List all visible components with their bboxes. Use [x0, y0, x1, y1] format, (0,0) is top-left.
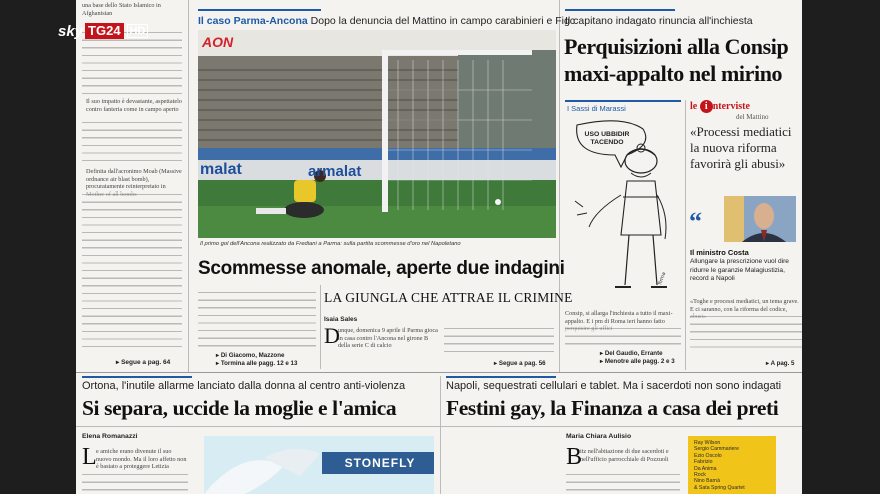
newspaper-page [76, 0, 802, 494]
section-divider [76, 426, 802, 427]
channel-quality: HD [127, 24, 149, 38]
section-divider [76, 372, 802, 373]
event-ad-line: Sergio Cammariere [694, 446, 739, 453]
top-story-text [198, 290, 316, 350]
ortona-kicker: Ortona, l'inutile allarme lanciato dalla donna al centro anti-violenza [82, 380, 406, 392]
top-story-kicker-rest: Dopo la denuncia del Mattino in campo carabinieri e Figc [310, 15, 576, 27]
banner-left: AON [202, 34, 234, 50]
event-ad-line: & Sata Spring Quartet [694, 484, 745, 491]
left-column-para1: Il suo impatto è devastante, aspettatelo contro fanteria come in campo aperto [86, 98, 182, 113]
column-divider [188, 0, 189, 372]
top-story-refs-text: Tormina alle pagg. 12 e 13 [220, 360, 298, 367]
cartoon-rule [565, 100, 681, 102]
interview-name: Il ministro Costa [690, 248, 749, 257]
cartoon [565, 115, 681, 301]
kicker-rule [446, 376, 556, 378]
cartoon-title: I Sassi di Marassi [567, 104, 626, 113]
football-photo [198, 30, 556, 238]
left-column-para2: Definita dall'acronimo Moab (Massive ordnance air blast bomb), procuratamente reinterpretato in [86, 168, 182, 191]
column-body: unque, domenica 9 aprile il Parma gioca in casa contro l'Ancona nel girone B della serie C di calcio [338, 327, 438, 350]
channel-name: TG24 [85, 23, 124, 39]
ortona-text [82, 472, 188, 494]
minister-photo [724, 196, 796, 242]
banner-sponsor-2: armalat [308, 163, 362, 180]
interview-label-sub: del Mattino [736, 113, 769, 121]
ortona-headline: Si separa, uccide la moglie e l'amica [82, 396, 397, 420]
consip-text [565, 326, 681, 348]
consip-byline-text: Del Gaudio, Errante [604, 350, 663, 357]
consip-byline: ▸ Del Gaudio, Errante [600, 350, 663, 357]
event-ad-line: Nino Barnà [694, 478, 720, 485]
festini-text [566, 472, 680, 494]
consip-kicker: Il capitano indagato rinuncia all'inchiesta [565, 15, 753, 27]
event-ad-line: Ezio Oscolo [694, 452, 722, 459]
left-column-footer: ▸ Segue a pag. 64 [116, 359, 171, 366]
left-column-text-block2 [82, 120, 182, 166]
left-column-top: una base dello Stato Islamico in Afghanistan [82, 2, 161, 17]
stonefly-ad [204, 436, 434, 494]
event-ad-line: Ray Wilson [694, 440, 721, 446]
left-column-footer-text: Segue a pag. 64 [121, 359, 171, 366]
column-footer: ▸ Segue a pag. 56 [494, 360, 546, 367]
column-divider [559, 0, 560, 372]
photo-caption: Il primo gol dell'Ancona realizzato da Frediani a Parma: sulla partita scommesse d'oro nel Napoletano [200, 241, 461, 247]
interview-label-prefix: le [690, 100, 698, 112]
top-story-byline-text: Di Giacomo, Mazzone [220, 352, 285, 359]
interview-label [690, 100, 750, 113]
column-author: Isaia Sales [324, 316, 358, 323]
interview-i-icon: i [700, 100, 713, 113]
kicker-rule [198, 9, 321, 11]
top-story-headline: Scommesse anomale, aperte due indagini [198, 258, 565, 279]
interview-footer-text: A pag. 5 [770, 360, 795, 367]
column-dropcap: D [324, 323, 340, 348]
column-divider [320, 285, 321, 369]
column-divider [685, 100, 686, 370]
column-divider [440, 376, 441, 494]
ortona-dropcap: L [82, 444, 97, 470]
top-story-kicker [198, 15, 575, 27]
top-story-byline: ▸ Di Giacomo, Mazzone [216, 352, 285, 359]
top-story-refs: ▸ Tormina alle pagg. 12 e 13 [216, 360, 298, 367]
festini-body: itz nell'abitazione di due sacerdoti e nell'ufficio parrocchiale di Pozzuoli [580, 448, 669, 463]
svg-text:firma: firma [657, 271, 668, 286]
event-ad-line: Rock [694, 472, 706, 479]
interview-footer: ▸ A pag. 5 [766, 360, 795, 367]
column-footer-text: Segue a pag. 56 [498, 360, 546, 367]
ortona-author: Elena Romanazzi [82, 433, 138, 440]
festini-kicker: Napoli, sequestrati cellulari e tablet. Ma i sacerdoti non sono indagati [446, 380, 782, 392]
channel-brand: sky [58, 22, 84, 40]
column-title: LA GIUNGLA CHE ATTRAE IL CRIMINE [324, 290, 573, 305]
interview-text [690, 314, 802, 352]
left-column-text-block3 [82, 192, 182, 352]
consip-refs-text: Menotre alle pagg. 2 e 3 [604, 358, 675, 365]
festini-headline: Festini gay, la Finanza a casa dei preti [446, 396, 779, 420]
interview-body: «Toghe e processi mediatici, un tema grave. E ci saranno, con la riforma del codice, [690, 298, 799, 313]
event-ad-line: Da Anima [694, 465, 717, 472]
ad-brand: STONEFLY [322, 452, 434, 474]
event-ad-line: Fabrizio [694, 459, 713, 466]
event-ad-lines [694, 440, 774, 491]
ortona-body: e amiche erano divenute il suo nuovo mondo. Ma il loro affetto non è bastato a proteggere Letizia [96, 448, 187, 471]
top-story-kicker-label: Il caso Parma-Ancona [198, 15, 308, 27]
kicker-rule [565, 9, 675, 11]
banner-sponsor: malat [200, 161, 242, 178]
festini-author: Maria Chiara Aulisio [566, 433, 632, 440]
consip-refs: ▸ Menotre alle pagg. 2 e 3 [600, 358, 675, 365]
cartoon-bubble: USO UBBIDIR TACENDO [584, 131, 630, 146]
quote-mark-icon: “ [689, 207, 702, 236]
stadium-illustration [198, 30, 556, 238]
channel-logo [58, 21, 148, 41]
festini-dropcap: B [566, 444, 583, 470]
interview-label-word: nterviste [712, 100, 750, 112]
kicker-rule [82, 376, 192, 378]
column-text [444, 326, 554, 352]
interview-summary: Allungare la prescrizione vuol dire ridurre le garanzie Malagiustizia, record a Napoli [690, 258, 789, 283]
consip-body: Consip, si allarga l'inchiesta a tutto il maxi-appalto. E i pm di Roma ieri hanno fatto [565, 310, 673, 325]
consip-headline: Perquisizioni alla Consip maxi-appalto nel mirino [564, 34, 789, 86]
portrait-illustration [724, 196, 796, 242]
event-ad [688, 436, 776, 494]
interview-quote: «Processi mediatici la nuova riforma favorirà gli abusi» [690, 124, 792, 171]
